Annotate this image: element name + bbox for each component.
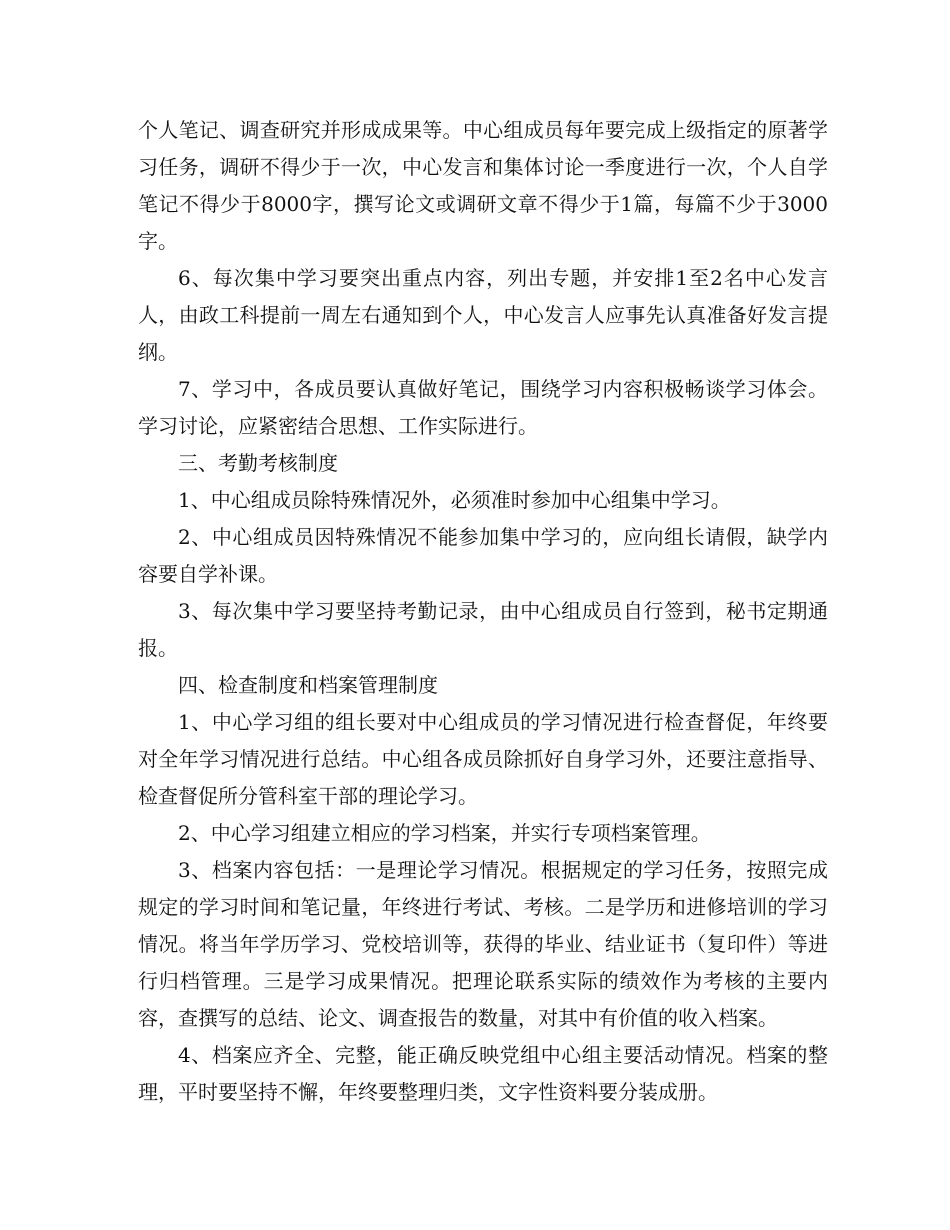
paragraph-inspection-3: 3、档案内容包括：一是理论学习情况。根据规定的学习任务，按照完成规定的学习时间和笔记量，年终进行考试、考核。二是学历和进修培训的学习情况。将当年学历学习、党校培训等，获得的毕业、结业证书（复印件）等进行归档管理。三是学习成果情况。把理论联系实际的绩效作为考核的主要内容，查撰写的总结、论文、调查报告的数量，对其中有价值的收入档案。	[138, 858, 828, 1030]
paragraph-item-7: 7、学习中，各成员要认真做好笔记，围绕学习内容积极畅谈学习体会。学习讨论，应紧密结合思想、工作实际进行。	[138, 377, 828, 438]
paragraph-inspection-1: 1、中心学习组的组长要对中心组成员的学习情况进行检查督促，年终要对全年学习情况进行总结。中心组各成员除抓好自身学习外，还要注意指导、检查督促所分管科室干部的理论学习。	[138, 710, 828, 808]
paragraph-inspection-4: 4、档案应齐全、完整，能正确反映党组中心组主要活动情况。档案的整理，平时要坚持不懈，年终要整理归类，文字性资料要分装成册。	[138, 1043, 828, 1104]
paragraph-attendance-1: 1、中心组成员除特殊情况外，必须准时参加中心组集中学习。	[178, 488, 731, 512]
paragraph-item-6: 6、每次集中学习要突出重点内容，列出专题，并安排1至2名中心发言人，由政工科提前一周左右通知到个人，中心发言人应事先认真准备好发言提纲。	[138, 266, 828, 364]
section-heading-attendance: 三、考勤考核制度	[178, 451, 338, 475]
paragraph-inspection-2: 2、中心学习组建立相应的学习档案，并实行专项档案管理。	[178, 821, 711, 845]
paragraph-attendance-2: 2、中心组成员因特殊情况不能参加集中学习的，应向组长请假，缺学内容要自学补课。	[138, 525, 828, 586]
paragraph-continuation: 个人笔记、调查研究并形成成果等。中心组成员每年要完成上级指定的原著学习任务，调研不得少于一次，中心发言和集体讨论一季度进行一次，个人自学笔记不得少于8000字，撰写论文或调研文章不得少于1篇，每篇不少于3000字。	[138, 118, 828, 253]
paragraph-attendance-3: 3、每次集中学习要坚持考勤记录，由中心组成员自行签到，秘书定期通报。	[138, 599, 828, 660]
document-body	[138, 112, 828, 1111]
section-heading-inspection-archives: 四、检查制度和档案管理制度	[178, 673, 438, 697]
